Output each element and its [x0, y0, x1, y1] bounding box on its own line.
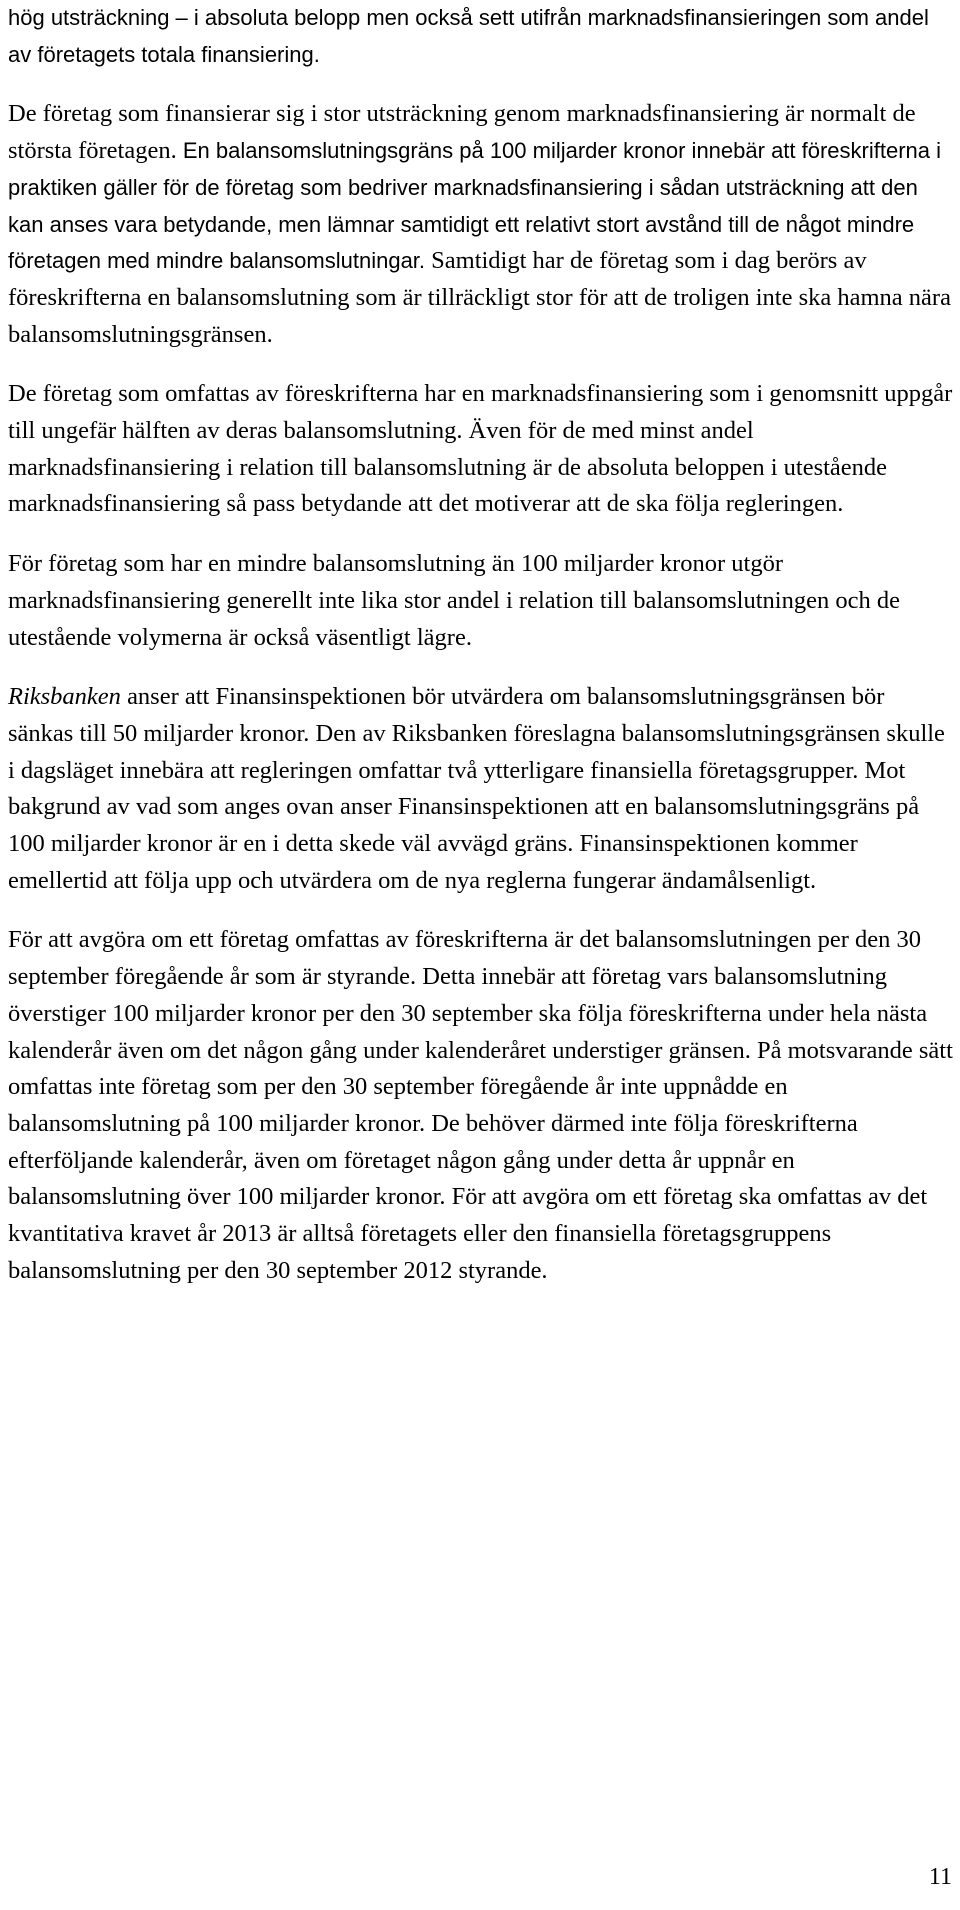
paragraph-text: hög utsträckning – i absoluta belopp men också sett utifrån marknadsfinansieringen som andel av företagets totala finansiering.: [8, 5, 929, 67]
paragraph-reference-date: [8, 922, 953, 1289]
paragraph-text: De företag som omfattas av föreskrifterna har en marknadsfinansiering som i genomsnitt uppgår till ungefär hälften av deras balansomslutning. Även för de med minst andel marknadsfinansiering i relation till balansomslutning är de absoluta beloppen i utestående marknadsfinansiering så pass betydande att det motiverar att de ska följa regleringen.: [8, 380, 953, 518]
paragraph-text: Samtidigt har de företag som i dag berörs av föreskrifterna en balansomslutning som är tillräckligt stor för att de troligen inte ska hamna nära balansomslutningsgränsen.: [8, 247, 951, 348]
paragraph-text: En balansomslutningsgräns på 100 miljarder kronor innebär att föreskrifterna i praktiken gäller för de företag som bedriver marknadsfinansiering i sådan utsträckning att den kan anses vara betydande, men lämnar samtidigt ett relativt stort avstånd till de något mindre företagen med mindre balansomslutningar.: [8, 138, 942, 274]
paragraph-gap: [8, 73, 953, 96]
paragraph-smaller-companies: [8, 546, 953, 656]
paragraph-riksbanken: [8, 679, 953, 899]
paragraph-text: De företag som finansierar sig i stor utsträckning genom marknadsfinansiering är normalt de största företagen.: [8, 100, 916, 165]
paragraph-gap: [8, 656, 953, 679]
paragraph-gap: [8, 353, 953, 376]
paragraph-text: anser att Finansinspektionen bör utvärdera om balansomslutningsgränsen bör sänkas till 50 miljarder kronor. Den av Riksbanken föreslagna balansomslutningsgränsen skulle i dagsläget innebära att regleringen omfattar två ytterligare finansiella företagsgrupper. Mot bakgrund av vad som anges ovan anser Finansinspektionen att en balansomslutningsgräns på 100 miljarder kronor är en i detta skede väl avvägd gräns. Finansinspektionen kommer emellertid att följa upp och utvärdera om de nya reglerna fungerar ändamålsenligt.: [8, 683, 945, 894]
paragraph-intro: [8, 0, 953, 73]
page-number: 11: [928, 1864, 952, 1890]
paragraph-text: För att avgöra om ett företag omfattas av föreskrifterna är det balansomslutningen per den 30 september föregående år som är styrande. Detta innebär att företag vars balansomslutning överstiger 100 miljarder kronor per den 30 september ska följa föreskrifterna under hela nästa kalenderår även om det någon gång under kalenderåret understiger gränsen. På motsvarande sätt omfattas inte företag som per den 30 september föregående år inte uppnådde en balansomslutning på 100 miljarder kronor. De behöver därmed inte följa föreskrifterna efterföljande kalenderår, även om företaget någon gång under detta år uppnår en balansomslutning över 100 miljarder kronor. För att avgöra om ett företag ska omfattas av det kvantitativa kravet år 2013 är alltså företagets eller den finansiella företagsgruppens balansomslutning per den 30 september 2012 styrande.: [8, 926, 953, 1284]
document-page: [8, 0, 953, 1290]
emphasized-term: Riksbanken: [8, 683, 121, 711]
paragraph-gap: [8, 899, 953, 922]
paragraph-market-financing-share: [8, 376, 953, 523]
paragraph-text: För företag som har en mindre balansomslutning än 100 miljarder kronor utgör marknadsfinansiering generellt inte lika stor andel i relation till balansomslutningen och de utestående volymerna är också väsentligt lägre.: [8, 550, 900, 651]
paragraph-largest-companies: [8, 96, 953, 353]
paragraph-gap: [8, 523, 953, 546]
